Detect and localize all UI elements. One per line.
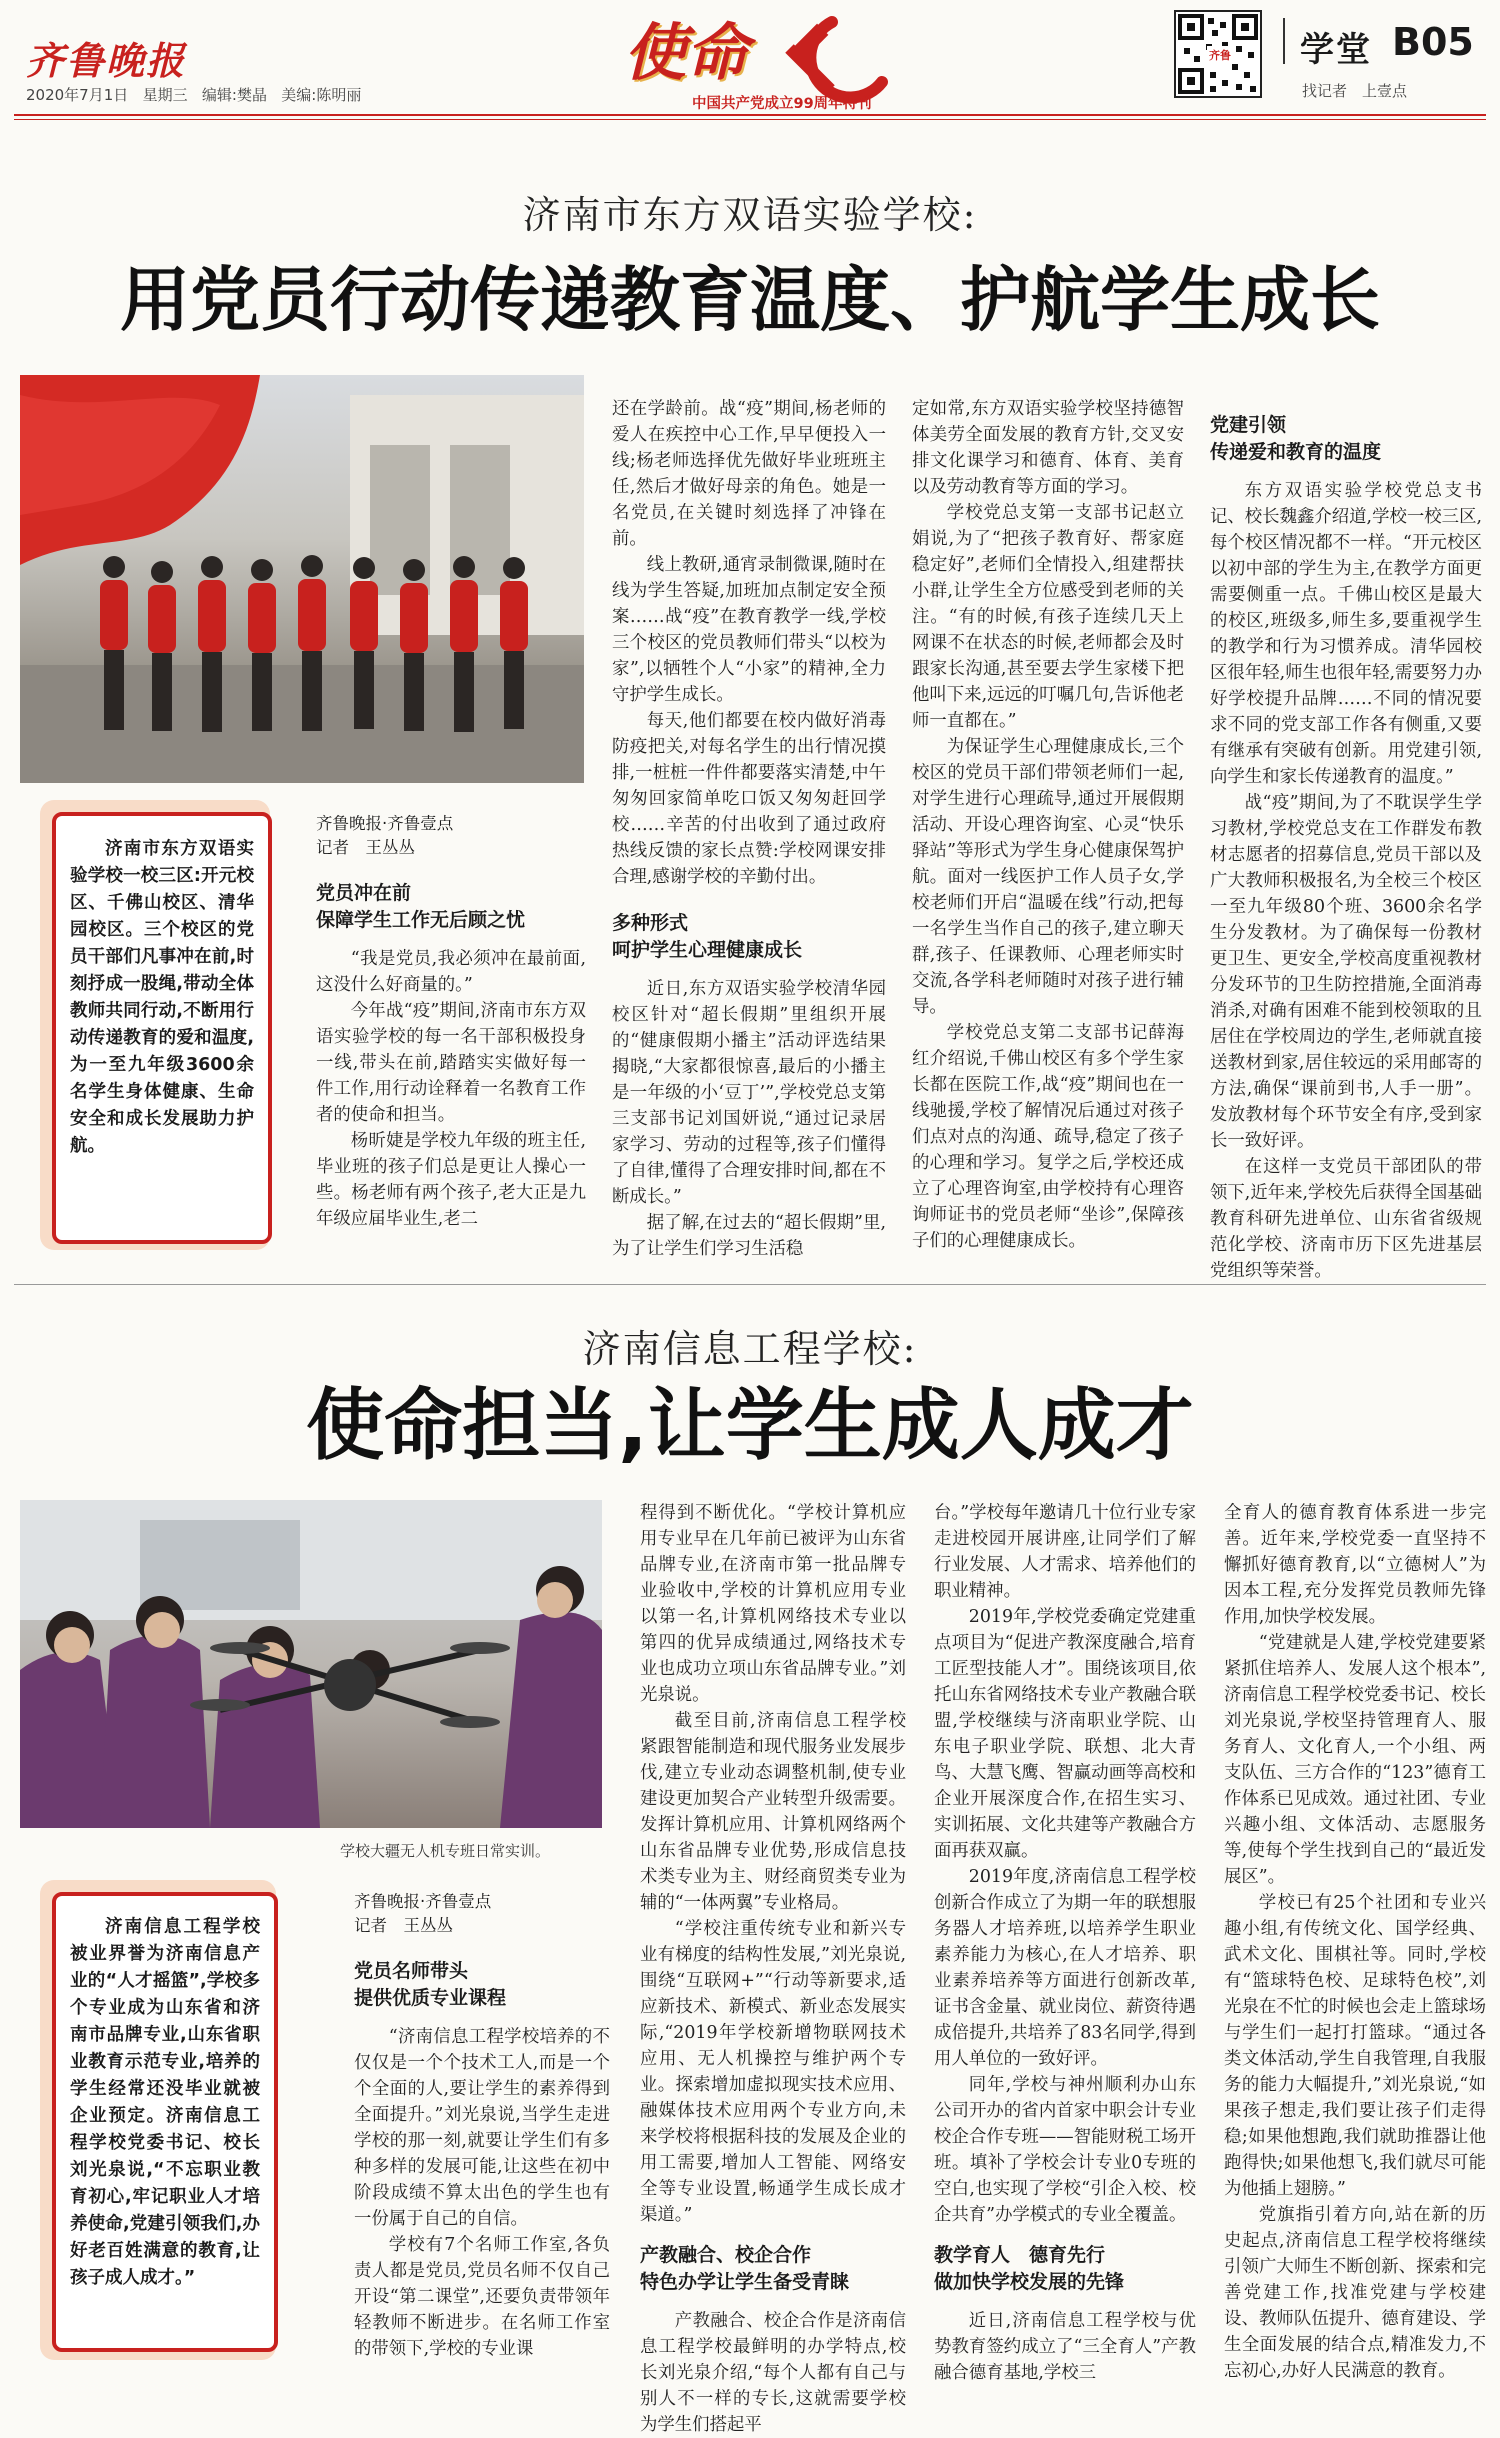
masthead: [0, 0, 1500, 112]
photo-illustration: [20, 1500, 602, 1828]
paragraph: 同年,学校与神州顺利办山东公司开办的省内首家中职会计专业校企合作专班——智能财税工场开班。填补了学校会计专业0专班的空白,也实现了学校“引企入校、校企共育”办学模式的专业全覆盖。: [934, 2075, 1196, 2225]
newspaper-logo: 齐鲁晚报: [26, 38, 187, 83]
byline-outlet: 齐鲁晚报·齐鲁壹点: [316, 814, 454, 833]
paragraph: 2019年,学校党委确定党建重点项目为“促进产教深度融合,培育工匠型技能人才”。围绕该项目,依托山东省网络技术专业产教融合联盟,学校继续与济南职业学院、山东电子职业学院、联想、北大青鸟、大慧飞鹰、智赢动画等高校和企业开展深度合作,在招生实习、实训拓展、文化共建等产教融合方面再获双赢。: [934, 1607, 1196, 1861]
photo-teachers-with-flag: [20, 375, 584, 783]
article1-summary: 济南市东方双语实验学校一校三区:开元校区、千佛山校区、清华园校区。三个校区的党员干部们凡事冲在前,时刻抒成一股绳,带动全体教师共同行动,不断用行动传递教育的爱和温度,为一至九年级3600余名学生身体健康、生命安全和成长发展助力护航。: [52, 812, 272, 1244]
paragraph: 战“疫”期间,为了不耽误学生学习教材,学校党总支在工作群发布教材志愿者的招募信息,党员干部以及广大教师积极报名,为全校三个校区一至九年级80个班、3600余名学生分发教材。为了确保每一份教材更卫生、更安全,学校高度重视教材分发环节的卫生防控措施,全面消毒消杀,对确有困难不能到校领取的且居住在学校周边的学生,老师就直接送教材到家,居住较远的采用邮寄的方法,确保“课前到书,人手一册”。发放教材每个环节安全有序,受到家长一致好评。: [1210, 793, 1482, 1151]
paragraph: “学校注重传统专业和新兴专业有梯度的结构性发展,”刘光泉说,围绕“互联网+”“行动等新要求,适应新技术、新模式、新业态发展实际,“2019年学校新增物联网技术应用、无人机操控与维护两个专业。探索增加虚拟现实技术应用、融媒体技术应用两个专业方向,未来学校将根据科技的发展及企业的用工需要,增加人工智能、网络安全等专业设置,畅通学生成长成才渠道。”: [640, 1919, 906, 2225]
paragraph: 2019年度,济南信息工程学校创新合作成立了为期一年的联想服务器人才培养班,以培养学生职业素养能力为核心,在人才培养、职业素养培养等方面进行创新改革,证书含金量、就业岗位、薪资待遇成倍提升,共培养了83名同学,得到用人单位的一致好评。: [934, 1867, 1196, 2069]
paragraph: 东方双语实验学校党总支书记、校长魏鑫介绍道,学校一校三区,每个校区情况都不一样。“开元校区以初中部的学生为主,在教学方面更需要侧重一点。千佛山校区是最大的校区,班级多,师生多,要重视学生的教学和行为习惯养成。清华园校区很年轻,师生也很年轻,需要努力办好学校提升品牌……不同的情况要求不同的党支部工作各有侧重,又要有继承有突破有创新。用党建引领,向学生和家长传递教育的温度。”: [1210, 481, 1482, 787]
banner-title: 使命: [624, 16, 749, 89]
masthead-rule: [14, 114, 1486, 116]
article1-column-3: [912, 396, 1184, 1271]
article2-headline: 使命担当,让学生成人成才: [306, 1381, 1194, 1471]
paragraph: 据了解,在过去的“超长假期”里,为了让学生们学习生活稳: [612, 1213, 886, 1259]
article1-headline: 用党员行动传递教育温度、护航学生成长: [120, 259, 1380, 341]
paragraph: 学校党总支第一支部书记赵立娟说,为了“把孩子教育好、帮家庭稳定好”,老师们全情投入,组建帮扶小群,让学生全方位感受到老师的关注。“有的时候,有孩子连续几天上网课不在状态的时候,老师都会及时跟家长沟通,甚至要去学生家楼下把他叫下来,远远的叮嘱几句,告诉他老师一直都在。”: [912, 503, 1184, 731]
subheading-party-first: 党员冲在前 保障学生工作无后顾之忧: [316, 882, 526, 931]
paragraph: 学校有7个名师工作室,各负责人都是党员,党员名师不仅自己开设“第二课堂”,还要负责带领年轻教师不断进步。在名师工作室的带领下,学校的专业课: [354, 2235, 610, 2359]
qr-code[interactable]: [1174, 10, 1262, 98]
byline-outlet: 齐鲁晚报·齐鲁壹点: [354, 1892, 492, 1911]
byline-reporter: 记者 王丛丛: [316, 838, 415, 857]
article2-summary: 济南信息工程学校被业界誉为济南信息产业的“人才摇篮”,学校多个专业成为山东省和济南市品牌专业,山东省职业教育示范专业,培养的学生经常还没毕业就被企业预定。济南信息工程学校党委书记、校长刘光泉说,“不忘职业教育初心,牢记职业人才培养使命,党建引领我们,办好老百姓满意的教育,让孩子成人成才。”: [52, 1892, 278, 2352]
paragraph: 还在学龄前。战“疫”期间,杨老师的爱人在疾控中心工作,早早便投入一线;杨老师选择优先做好毕业班班主任,然后才做好母亲的角色。她是一名党员,在关键时刻选择了冲锋在前。: [612, 399, 886, 549]
article1-column-1: [316, 812, 586, 1272]
article1-kicker: 济南市东方双语实验学校:: [522, 193, 978, 237]
subheading-moral-education: 教学育人 德育先行 做加快学校发展的先锋: [934, 2244, 1125, 2293]
paragraph: 今年战“疫”期间,济南市东方双语实验学校的每一名干部积极投身一线,带头在前,踏踏实实做好每一件工作,用行动诠释着一名教育工作者的使命和担当。: [316, 1001, 586, 1125]
article-divider: [14, 1284, 1486, 1285]
paragraph: 每天,他们都要在校内做好消毒防疫把关,对每名学生的出行情况摸排,一桩桩一件件都要落实清楚,中午匆匆回家简单吃口饭又匆匆赶回学校……辛苦的付出收到了通过政府热线反馈的家长点赞:学校网课安排合理,感谢学校的辛勤付出。: [612, 711, 886, 887]
issue-weekday: 星期三: [142, 86, 188, 104]
paragraph: 台。”学校每年邀请几十位行业专家走进校园开展讲座,让同学们了解行业发展、人才需求、培养他们的职业精神。: [934, 1503, 1196, 1601]
paragraph: “党建就是人建,学校党建要紧紧抓住培养人、发展人这个根本”,济南信息工程学校党委书记、校长刘光泉说,学校坚持管理育人、服务育人、文化育人,一个小组、两支队伍、三方合作的“123”德育工作体系已见成效。通过社团、专业兴趣小组、文体活动、志愿服务等,使每个学生找到自己的“最近发展区”。: [1224, 1633, 1486, 1887]
paragraph: 全育人的德育教育体系进一步完善。近年来,学校党委一直坚持不懈抓好德育教育,以“立德树人”为因本工程,充分发挥党员教师先锋作用,加快学校发展。: [1224, 1503, 1486, 1627]
paragraph: 近日,东方双语实验学校清华园校区针对“超长假期”里组织开展的“健康假期小播主”活动评选结果揭晓,“大家都很惊喜,最后的小播主是一年级的小‘豆丁’”,学校党总支第三支部书记刘国妍说,“通过记录居家学习、劳动的过程等,孩子们懂得了自律,懂得了合理安排时间,都在不断成长。”: [612, 979, 886, 1207]
paragraph: 学校已有25个社团和专业兴趣小组,有传统文化、国学经典、武术文化、围棋社等。同时,学校有“篮球特色校、足球特色校”,刘光泉在不忙的时候也会走上篮球场与学生们一起打打篮球。“通过各类文体活动,学生自我管理,自我服务的能力大幅提升,”刘光泉说,“如果孩子想走,我们要让孩子们走得稳;如果他想跑,我们就助推器让他跑得快;如果他想飞,我们就尽可能为他插上翅膀。”: [1224, 1893, 1486, 2199]
masthead-rule-thin: [14, 119, 1486, 120]
paragraph: 线上教研,通宵录制微课,随时在线为学生答疑,加班加点制定安全预案……战“疫”在教育教学一线,学校三个校区的党员教师们带头“以校为家”,以牺牲个人“小家”的精神,全力守护学生成长。: [612, 555, 886, 705]
paragraph: 定如常,东方双语实验学校坚持德智体美劳全面发展的教育方针,交叉安排文化课学习和德育、体育、美育以及劳动教育等方面的学习。: [912, 399, 1184, 497]
article2-kicker: 济南信息工程学校:: [582, 1327, 918, 1371]
subheading-master-teachers: 党员名师带头 提供优质专业课程: [354, 1960, 507, 2009]
section-name: 学堂: [1300, 30, 1372, 70]
subheading-party-leadership: 党建引领 传递爱和教育的温度: [1210, 414, 1382, 463]
hammer-sickle-icon: [762, 12, 902, 102]
anniversary-banner: [612, 4, 932, 112]
issue-designer: 美编:陈明丽: [281, 86, 362, 104]
paragraph: “我是党员,我必须冲在最前面,这没什么好商量的。”: [316, 949, 586, 995]
article2-column-2: [640, 1500, 906, 2435]
article2-column-3: [934, 1500, 1196, 2400]
photo-illustration: [20, 375, 584, 783]
paragraph: 产教融合、校企合作是济南信息工程学校最鲜明的办学特点,校长刘光泉介绍,“每个人都有自己与别人不一样的专长,这就需要学校为学生们搭起平: [640, 2311, 906, 2435]
paragraph: 为保证学生心理健康成长,三个校区的党员干部们带领老师们一起,对学生进行心理疏导,通过开展假期活动、开设心理咨询室、心灵“快乐驿站”等形式为学生身心健康保驾护航。面对一线医护工作人员子女,学校老师们开启“温暖在线”行动,把每一名学生当作自己的孩子,建立聊天群,孩子、任课教师、心理老师实时交流,各学科老师随时对孩子进行辅导。: [912, 737, 1184, 1017]
article2-byline: [354, 1890, 610, 1938]
paragraph: 截至目前,济南信息工程学校紧跟智能制造和现代服务业发展步伐,建立专业动态调整机制,使专业建设更加契合产业转型升级需要。发挥计算机应用、计算机网络两个山东省品牌专业优势,形成信息技术类专业为主、财经商贸类专业为辅的“一体两翼”专业格局。: [640, 1711, 906, 1913]
paragraph: 程得到不断优化。“学校计算机应用专业早在几年前已被评为山东省品牌专业,在济南市第一批品牌专业验收中,学校的计算机应用专业以第一名,计算机网络技术专业以第四的优异成绩通过,网络技术专业也成功立项山东省品牌专业。”刘光泉说。: [640, 1503, 906, 1705]
reporter-contact: 找记者 上壹点: [1302, 82, 1408, 100]
byline-reporter: 记者 王丛丛: [354, 1916, 453, 1935]
issue-editor: 编辑:樊晶: [201, 86, 267, 104]
article2-column-4: [1224, 1500, 1486, 2400]
article1-column-2: [612, 396, 886, 1271]
photo-drone-training: [20, 1500, 602, 1828]
paragraph: 党旗指引着方向,站在新的历史起点,济南信息工程学校将继续引领广大师生不断创新、探索和完善党建工作,找准党建与学校建设、教师队伍提升、德育建设、学生全面发展的结合点,精准发力,不忘初心,办好人民满意的教育。: [1224, 2205, 1486, 2381]
article1-column-4: [1210, 412, 1482, 1281]
issue-date: 2020年7月1日: [26, 86, 129, 104]
photo-caption: 学校大疆无人机专班日常实训。: [340, 1842, 551, 1860]
banner-subtitle: 中国共产党成立99周年特刊: [692, 96, 872, 112]
paragraph: 近日,济南信息工程学校与优势教育签约成立了“三全育人”产教融合德育基地,学校三: [934, 2311, 1196, 2383]
paragraph: 在这样一支党员干部团队的带领下,近年来,学校先后获得全国基础教育科研先进单位、山东省省级规范化学校、济南市历下区先进基层党组织等荣誉。: [1210, 1157, 1482, 1281]
page-number: B05: [1392, 20, 1474, 64]
article2-column-1: [354, 1890, 610, 2402]
masthead-divider: [1283, 18, 1285, 64]
issue-info: [26, 84, 361, 105]
qr-caption: 齐鲁: [1207, 46, 1233, 64]
article1-byline: [316, 812, 586, 860]
subheading-mental-health: 多种形式 呵护学生心理健康成长: [612, 912, 803, 961]
paragraph: 学校党总支第二支部书记薛海红介绍说,千佛山校区有多个学生家长都在医院工作,战“疫”期间也在一线驰援,学校了解情况后通过对孩子们点对点的沟通、疏导,稳定了孩子的心理和学习。复学之后,学校还成立了心理咨询室,由学校持有心理咨询师证书的党员老师“坐诊”,保障孩子们的心理健康成长。: [912, 1023, 1184, 1251]
paragraph: “济南信息工程学校培养的不仅仅是一个个技术工人,而是一个个全面的人,要让学生的素养得到全面提升。”刘光泉说,当学生走进学校的那一刻,就要让学生们有多种多样的发展可能,让这些在初中阶段成绩不算太出色的学生也有一份属于自己的自信。: [354, 2027, 610, 2229]
subheading-industry-education: 产教融合、校企合作 特色办学让学生备受青睐: [640, 2244, 850, 2293]
paragraph: 杨昕婕是学校九年级的班主任,毕业班的孩子们总是更让人操心一些。杨老师有两个孩子,老大正是九年级应届毕业生,老二: [316, 1131, 586, 1229]
